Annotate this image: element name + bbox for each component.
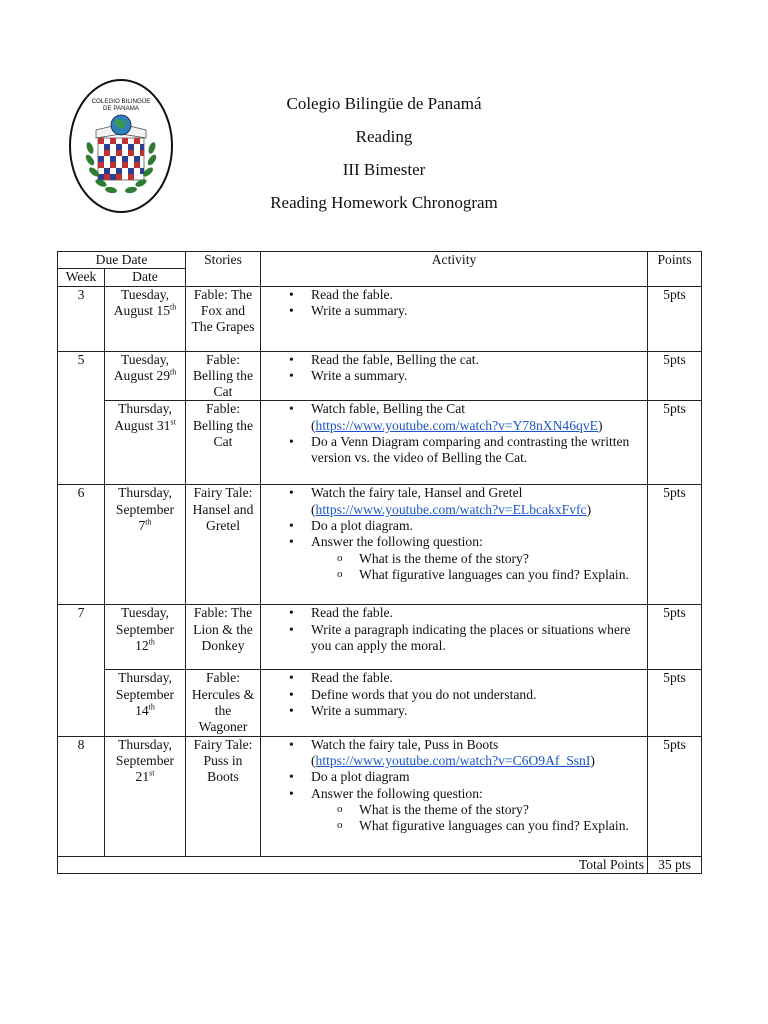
- document-header: [0, 93, 768, 225]
- points-cell: 5pts: [648, 401, 702, 485]
- table-row: [58, 736, 702, 856]
- activity-item: • Write a paragraph indicating the places or situations where you can apply the moral.: [311, 622, 644, 655]
- table-row: [58, 351, 702, 401]
- points-cell: 5pts: [648, 485, 702, 605]
- activity-item: • Answer the following question: o What is the theme of the story? o What figurative languages can you find? Explain.: [311, 786, 644, 835]
- activity-item: • Write a summary.: [311, 703, 644, 719]
- activity-item: • Write a summary.: [311, 368, 644, 384]
- activity-cell: [261, 605, 648, 670]
- points-cell: 5pts: [648, 605, 702, 670]
- points-header: Points: [648, 252, 702, 287]
- week-cell: 8: [58, 736, 105, 856]
- activity-item: • Watch the fairy tale, Hansel and Gretel (https://www.youtube.com/watch?v=ELbcakxFvfc): [311, 485, 644, 518]
- video-link[interactable]: https://www.youtube.com/watch?v=Y78nXN46qvE: [315, 417, 598, 433]
- homework-schedule-table: [57, 251, 702, 874]
- activity-cell: [261, 670, 648, 736]
- table-row: [58, 670, 702, 736]
- activity-item: • Read the fable.: [311, 670, 644, 686]
- subject-title: Reading: [355, 127, 413, 146]
- week-cell: 5: [58, 351, 105, 485]
- logo-text-line2: DE PANAMA: [103, 105, 139, 112]
- video-link[interactable]: https://www.youtube.com/watch?v=C6O9Af_SsnI: [315, 752, 591, 768]
- activity-item: • Read the fable.: [311, 287, 644, 303]
- activity-item: • Read the fable, Belling the cat.: [311, 352, 644, 368]
- table-row: [58, 286, 702, 351]
- table-row: [58, 485, 702, 605]
- points-cell: 5pts: [648, 286, 702, 351]
- points-cell: 5pts: [648, 351, 702, 401]
- question-item: o What figurative languages can you find? Explain.: [359, 567, 644, 583]
- story-cell: Fable: The Lion & the Donkey: [186, 605, 261, 670]
- question-item: o What is the theme of the story?: [359, 551, 644, 567]
- stories-header: Stories: [186, 252, 261, 287]
- document-title: Reading Homework Chronogram: [270, 193, 498, 212]
- activity-header: Activity: [261, 252, 648, 287]
- video-link[interactable]: https://www.youtube.com/watch?v=ELbcakxFvfc: [315, 501, 587, 517]
- date-cell: Thursday, August 31st: [105, 401, 186, 485]
- total-label: Total Points: [58, 856, 648, 873]
- story-cell: Fairy Tale: Hansel and Gretel: [186, 485, 261, 605]
- date-cell: Thursday, September 21st: [105, 736, 186, 856]
- story-cell: Fable: The Fox and The Grapes: [186, 286, 261, 351]
- question-item: o What is the theme of the story?: [359, 802, 644, 818]
- activity-cell: [261, 286, 648, 351]
- story-cell: Fable: Belling the Cat: [186, 351, 261, 401]
- activity-item: • Do a plot diagram.: [311, 518, 644, 534]
- activity-cell: [261, 485, 648, 605]
- date-cell: Tuesday, August 15th: [105, 286, 186, 351]
- week-cell: 6: [58, 485, 105, 605]
- activity-cell: [261, 351, 648, 401]
- total-row: [58, 856, 702, 873]
- points-cell: 5pts: [648, 736, 702, 856]
- term-title: III Bimester: [342, 160, 426, 179]
- story-cell: Fable: Belling the Cat: [186, 401, 261, 485]
- activity-item: • Read the fable.: [311, 605, 644, 621]
- due-date-header: Due Date: [58, 252, 186, 269]
- date-cell: Tuesday, August 29th: [105, 351, 186, 401]
- points-cell: 5pts: [648, 670, 702, 736]
- activity-item: • Write a summary.: [311, 303, 644, 319]
- date-cell: Thursday, September 7th: [105, 485, 186, 605]
- table-row: [58, 605, 702, 670]
- total-value: 35 pts: [648, 856, 702, 873]
- activity-item: • Watch fable, Belling the Cat (https://www.youtube.com/watch?v=Y78nXN46qvE): [311, 401, 644, 434]
- activity-item: • Watch the fairy tale, Puss in Boots (https://www.youtube.com/watch?v=C6O9Af_SsnI): [311, 737, 644, 770]
- week-cell: 3: [58, 286, 105, 351]
- activity-cell: [261, 401, 648, 485]
- week-cell: 7: [58, 605, 105, 736]
- activity-item: • Do a Venn Diagram comparing and contrasting the written version vs. the video of Belling the Cat.: [311, 434, 644, 467]
- school-name: Colegio Bilingüe de Panamá: [286, 94, 482, 113]
- date-header: Date: [105, 269, 186, 286]
- question-item: o What figurative languages can you find? Explain.: [359, 818, 644, 834]
- story-cell: Fable: Hercules & the Wagoner: [186, 670, 261, 736]
- logo-text-line1: COLEGIO BILINGÜE: [91, 98, 151, 105]
- activity-item: • Define words that you do not understand.: [311, 687, 644, 703]
- table-header-row: [58, 252, 702, 269]
- activity-cell: [261, 736, 648, 856]
- activity-item: • Answer the following question: o What is the theme of the story? o What figurative languages can you find? Explain.: [311, 534, 644, 583]
- story-cell: Fairy Tale: Puss in Boots: [186, 736, 261, 856]
- table-row: [58, 401, 702, 485]
- date-cell: Thursday, September 14th: [105, 670, 186, 736]
- activity-item: • Do a plot diagram: [311, 769, 644, 785]
- date-cell: Tuesday, September 12th: [105, 605, 186, 670]
- week-header: Week: [58, 269, 105, 286]
